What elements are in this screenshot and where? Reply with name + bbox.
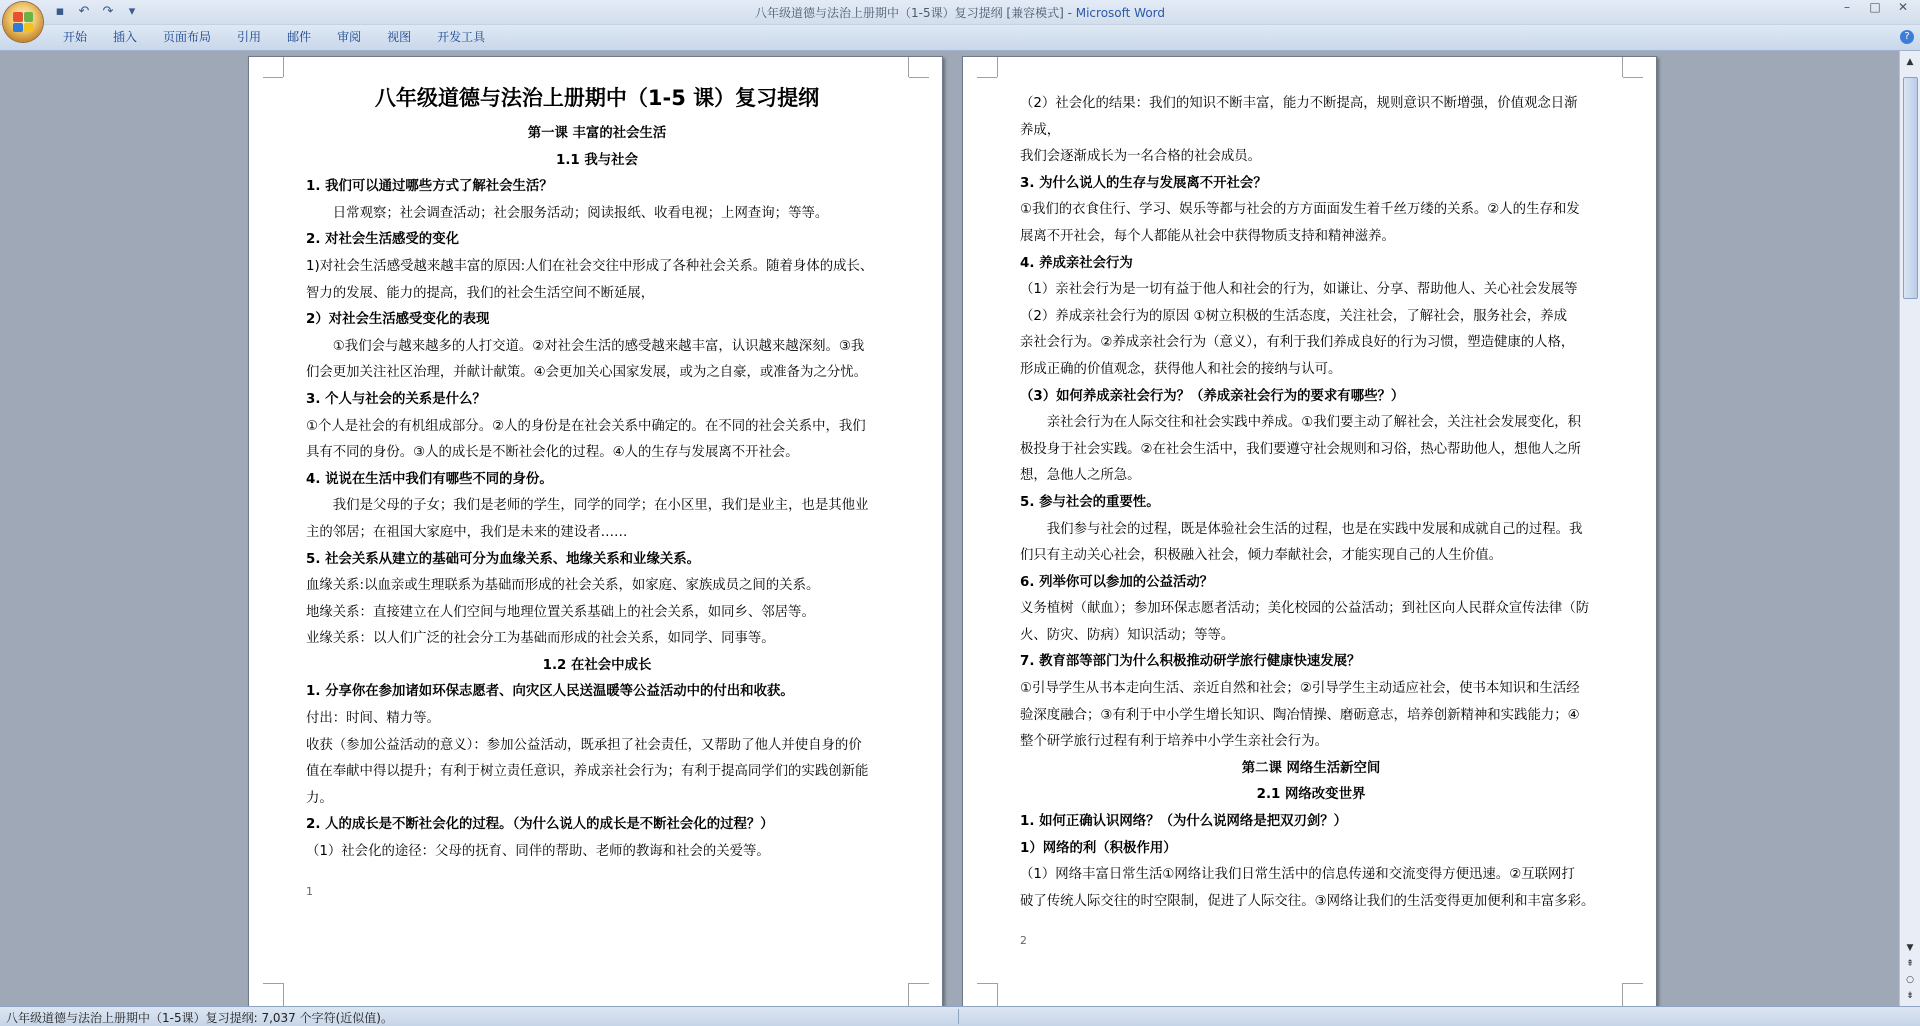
paragraph-line: 1)对社会生活感受越来越丰富的原因:人们在社会交往中形成了各种社会关系。随着身体的成长、: [306, 258, 874, 274]
paragraph-line: 4. 养成亲社会行为: [1020, 255, 1133, 271]
paragraph-line: 破了传统人际交往的时空限制，促进了人际交往。③网络让我们的生活变得更加便利和丰富多彩。: [1020, 893, 1595, 909]
paragraph-line: 地缘关系：直接建立在人们空间与地理位置关系基础上的社会关系，如同乡、邻居等。: [306, 604, 815, 620]
document-heading: 八年级道德与法治上册期中（1-5 课）复习提纲: [374, 86, 820, 110]
ribbon-tab[interactable]: 开始: [63, 30, 88, 44]
page-2[interactable]: [962, 56, 1657, 1006]
office-button[interactable]: [3, 2, 43, 42]
paragraph-line: 想，急他人之所急。: [1020, 468, 1141, 484]
paragraph-line: 第二课 网络生活新空间: [1241, 760, 1381, 776]
document-workspace: [0, 51, 1900, 1006]
paragraph-line: ①我们的衣食住行、学习、娱乐等都与社会的方方面面发生着千丝万缕的关系。②人的生存和发: [1020, 202, 1580, 218]
paragraph-line: （1）社会化的途径：父母的抚育、同伴的帮助、老师的教诲和社会的关爱等。: [306, 844, 770, 860]
close-icon[interactable]: ✕: [1897, 0, 1909, 14]
paragraph-line: 义务植树（献血）；参加环保志愿者活动；美化校园的公益活动；到社区向人民群众宣传法律（防: [1020, 601, 1590, 617]
paragraph-line: （1）亲社会行为是一切有益于他人和社会的行为，如谦让、分享、帮助他人、关心社会发展等: [1020, 282, 1578, 298]
paragraph-line: 1.1 我与社会: [556, 152, 638, 168]
paragraph-line: 5. 社会关系从建立的基础可分为血缘关系、地缘关系和业缘关系。: [306, 551, 701, 567]
paragraph-line: 3. 个人与社会的关系是什么？: [306, 391, 486, 407]
paragraph-line: 我们会逐渐成长为一名合格的社会成员。: [1020, 149, 1262, 165]
office-logo-icon: [13, 12, 33, 32]
page-1[interactable]: [248, 56, 943, 1006]
paragraph-line: ①我们会与越来越多的人打交道。②对社会生活的感受越来越丰富，认识越来越深刻。③我: [332, 338, 865, 354]
paragraph-line: 亲社会行为。②养成亲社会行为（意义），有利于我们养成良好的行为习惯，塑造健康的人格，: [1020, 335, 1575, 351]
paragraph-line: 们只有主动关心社会，积极融入社会，倾力奉献社会，才能实现自己的人生价值。: [1020, 548, 1503, 564]
page-number: 1: [306, 884, 313, 898]
help-icon[interactable]: ?: [1900, 30, 1914, 44]
paragraph-line: 养成，: [1020, 122, 1061, 138]
paragraph-line: 日常观察；社会调查活动；社会服务活动；阅读报纸、收看电视；上网查询；等等。: [332, 205, 829, 221]
ribbon-tabs: [0, 25, 1920, 51]
paragraph-line: 展离不开社会，每个人都能从社会中获得物质支持和精神滋养。: [1020, 228, 1395, 244]
paragraph-line: 付出：时间、精力等。: [306, 711, 440, 727]
paragraph-line: 血缘关系:以血亲或生理联系为基础而形成的社会关系，如家庭、家族成员之间的关系。: [306, 578, 820, 594]
ribbon-tab[interactable]: 页面布局: [163, 30, 212, 44]
paragraph-line: 1.2 在社会中成长: [542, 657, 652, 673]
paragraph-line: 形成正确的价值观念，获得他人和社会的接纳与认可。: [1020, 361, 1342, 377]
ribbon-tab[interactable]: 插入: [113, 30, 138, 44]
paragraph-line: 火、防灾、防病）知识活动；等等。: [1020, 627, 1235, 643]
scroll-thumb[interactable]: [1903, 77, 1918, 299]
redo-icon[interactable]: ↷: [102, 4, 114, 19]
title-bar: [0, 0, 1920, 25]
customize-icon[interactable]: ▾: [128, 4, 136, 19]
paragraph-line: 我们参与社会的过程，既是体验社会生活的过程，也是在实践中发展和成就自己的过程。我: [1046, 521, 1583, 537]
paragraph-line: 5. 参与社会的重要性。: [1020, 494, 1160, 510]
page-1-content[interactable]: [306, 83, 888, 900]
previous-page-icon[interactable]: ⇞: [1906, 959, 1914, 969]
paragraph-line: 1）网络的利（积极作用）: [1020, 840, 1177, 856]
paragraph-line: 收获（参加公益活动的意义）：参加公益活动，既承担了社会责任，又帮助了他人并使自身的价: [306, 737, 862, 753]
paragraph-line: 亲社会行为在人际交往和社会实践中养成。①我们要主动了解社会，关注社会发展变化，积: [1046, 415, 1582, 431]
paragraph-line: 2. 对社会生活感受的变化: [306, 232, 459, 248]
paragraph-line: 1. 分享你在参加诸如环保志愿者、向灾区人民送温暖等公益活动中的付出和收获。: [306, 684, 794, 700]
document-title: 八年级道德与法治上册期中（1-5课）复习提纲 [兼容模式] -: [754, 6, 1076, 20]
ribbon-tab[interactable]: 视图: [387, 30, 412, 44]
scroll-up-icon[interactable]: ▲: [1906, 57, 1914, 67]
paragraph-line: 1. 我们可以通过哪些方式了解社会生活？: [306, 179, 553, 195]
window-controls: [1838, 0, 1912, 14]
paragraph-line: 2. 人的成长是不断社会化的过程。（为什么说人的成长是不断社会化的过程？）: [306, 817, 774, 833]
select-browse-object-icon[interactable]: ○: [1906, 975, 1914, 985]
paragraph-line: 1. 如何正确认识网络？（为什么说网络是把双刃剑？）: [1020, 814, 1348, 830]
paragraph-line: 第一课 丰富的社会生活: [527, 126, 667, 141]
paragraph-line: （1）网络丰富日常生活①网络让我们日常生活中的信息传递和交流变得方便迅速。②互联网打: [1020, 867, 1575, 883]
paragraph-line: 6. 列举你可以参加的公益活动？: [1020, 574, 1214, 590]
paragraph-line: ①引导学生从书本走向生活、亲近自然和社会；②引导学生主动适应社会，使书本知识和生活经: [1020, 681, 1580, 697]
minimize-icon[interactable]: –: [1844, 0, 1850, 14]
window-title: [0, 4, 1920, 21]
ribbon-tab[interactable]: 开发工具: [437, 30, 486, 44]
paragraph-line: 主的邻居；在祖国大家庭中，我们是未来的建设者……: [306, 524, 628, 540]
paragraph-line: 值在奉献中得以提升；有利于树立责任意识，养成亲社会行为；有利于提高同学们的实践创新能: [306, 764, 869, 780]
page-2-content[interactable]: [1020, 91, 1602, 949]
save-icon[interactable]: ▪: [55, 4, 65, 19]
maximize-icon[interactable]: □: [1869, 0, 1881, 14]
paragraph-line: 2.1 网络改变世界: [1256, 787, 1366, 803]
paragraph-line: 我们是父母的子女；我们是老师的学生，同学的同学；在小区里，我们是业主，也是其他业: [332, 498, 869, 514]
status-bar: [0, 1006, 1920, 1026]
paragraph-line: （2）养成亲社会行为的原因 ①树立积极的生活态度，关注社会，了解社会，服务社会，养成: [1020, 308, 1568, 324]
ribbon-tab[interactable]: 审阅: [337, 30, 362, 44]
paragraph-line: 极投身于社会实践。②在社会生活中，我们要遵守社会规则和习俗，热心帮助他人，想他人之所: [1020, 441, 1582, 457]
paragraph-line: 们会更加关注社区治理，并献计献策。④会更加关心国家发展，或为之自豪，或准备为之分忧。: [306, 365, 868, 381]
ribbon-tab[interactable]: 引用: [237, 30, 262, 44]
status-text: 八年级道德与法治上册期中（1-5课）复习提纲: 7,037 个字符(近似值)。: [6, 1011, 393, 1025]
paragraph-line: 4. 说说在生活中我们有哪些不同的身份。: [306, 471, 553, 487]
paragraph-line: 业缘关系：以人们广泛的社会分工为基础而形成的社会关系，如同学、同事等。: [306, 631, 775, 647]
paragraph-line: 具有不同的身份。③人的成长是不断社会化的过程。④人的生存与发展离不开社会。: [306, 445, 799, 461]
paragraph-line: （2）社会化的结果：我们的知识不断丰富，能力不断提高，规则意识不断增强，价值观念日渐: [1020, 96, 1578, 111]
app-name: Microsoft Word: [1075, 6, 1166, 20]
paragraph-line: 2）对社会生活感受变化的表现: [306, 312, 490, 328]
next-page-icon[interactable]: ⇟: [1906, 991, 1914, 1001]
paragraph-line: 智力的发展、能力的提高，我们的社会生活空间不断延展，: [306, 285, 655, 301]
page-number: 2: [1020, 934, 1027, 948]
paragraph-line: ①个人是社会的有机组成部分。②人的身份是在社会关系中确定的。在不同的社会关系中，我们: [306, 418, 866, 434]
paragraph-line: 验深度融合；③有利于中小学生增长知识、陶冶情操、磨砺意志，培养创新精神和实践能力；④: [1020, 707, 1580, 723]
paragraph-line: 力。: [306, 790, 333, 806]
paragraph-line: 3. 为什么说人的生存与发展离不开社会？: [1020, 175, 1267, 191]
undo-icon[interactable]: ↶: [78, 4, 90, 19]
paragraph-line: 整个研学旅行过程有利于培养中小学生亲社会行为。: [1020, 734, 1328, 750]
paragraph-line: 7. 教育部等部门为什么积极推动研学旅行健康快速发展？: [1020, 654, 1361, 670]
vertical-scrollbar[interactable]: [1899, 51, 1920, 1006]
ribbon-tab[interactable]: 邮件: [287, 30, 312, 44]
paragraph-line: （3）如何养成亲社会行为？（养成亲社会行为的要求有哪些？）: [1020, 388, 1405, 404]
scroll-down-icon[interactable]: ▼: [1906, 943, 1914, 953]
